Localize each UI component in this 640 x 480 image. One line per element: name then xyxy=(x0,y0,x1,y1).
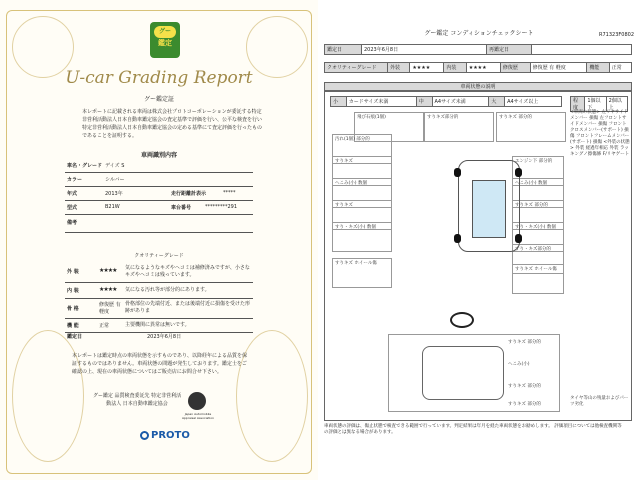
grading-certificate xyxy=(0,0,318,480)
steering-wheel-icon xyxy=(450,312,474,328)
logo-badge: グー xyxy=(154,26,176,38)
damage-label: すり・キズ(小) 数個 xyxy=(515,225,556,230)
func-value: 正常 xyxy=(609,63,631,73)
proto-text: PROTO xyxy=(151,430,190,441)
quality-table xyxy=(324,62,632,73)
footer-organization: グー鑑定 品質検査委託先 特定非営利活動法人 日本自動車鑑定協会 xyxy=(92,393,182,407)
grade-stars: ★★★★ xyxy=(99,267,117,274)
grade-label: 外 装 xyxy=(67,269,79,275)
int-stars: ★★★★ xyxy=(466,63,500,73)
remarks-text: <車両の状態> 左リヤサイドメンバー 損傷 左フロントサイドメンバー 損傷 フロントクロスメンバー(サポート) 損傷 フロントフレームメンバー(サポート) 損傷 <外装の状態> 外装 経過年相応 外装 ラッキングノ擦傷修 F/リヤゲート xyxy=(570,110,630,157)
row-value: 2013年 xyxy=(105,191,123,197)
row-label: カラー xyxy=(67,177,83,183)
row-remarks xyxy=(65,214,253,233)
row-value: *********291 xyxy=(205,204,238,210)
damage-label: すりキズ 部分的 xyxy=(508,340,541,345)
report-title: U-car Grading Report xyxy=(65,68,253,88)
grade-desc: 気になるようなキズやヘコミは補修済みですが、小さなキズやヘコミは残っています。 xyxy=(125,265,250,278)
grade-desc: 主要機関に異常は無いです。 xyxy=(125,322,190,328)
car-glass xyxy=(472,180,506,238)
damage-label: すり・キズ(小) 数個 xyxy=(335,225,376,230)
damage-label: すりキズ 部分的 xyxy=(499,115,532,120)
damage-label: 汚れ(1個) 部分的 xyxy=(335,137,370,142)
inspection-date: 2023年6月8日 xyxy=(147,334,182,340)
sheet-disclaimer: 車両状態の評価は、傷止状態で検査できる範囲で行っています。判定結果は年月を経た車両状態をお勧めします。 評価項目については他検査機関等の評価とは異なる場合があります。 xyxy=(324,424,622,435)
degree-2: 2個以上 xyxy=(606,97,627,112)
size-large-desc: A4サイズ以上 xyxy=(505,97,562,107)
condition-check-sheet xyxy=(318,0,640,480)
proto-circle-icon xyxy=(140,431,149,440)
row-label: 走行距離計表示 xyxy=(171,191,207,197)
flourish-ornament xyxy=(236,330,308,462)
row-color xyxy=(65,172,253,187)
degree-1: 1個以下 xyxy=(585,97,606,112)
damage-label: すりキズ 部分的 xyxy=(508,384,541,389)
grade-exterior xyxy=(65,262,253,283)
damage-label: へこみ(小) 数個 xyxy=(335,181,367,186)
row-value: シルバー xyxy=(105,177,125,183)
wheel-icon xyxy=(515,234,522,243)
row-label: 備考 xyxy=(67,220,78,226)
degree-label: 程度 xyxy=(571,97,585,112)
grade-label: 機 能 xyxy=(67,323,79,329)
row-value: ***** xyxy=(223,190,236,196)
damage-label: すりキズ 部分的 xyxy=(515,203,548,208)
ext-label: 外装 xyxy=(388,63,410,73)
grade-function xyxy=(65,318,253,333)
frame-label: 修復歴 xyxy=(500,63,530,73)
damage-label: すりキズ部分的 xyxy=(427,115,459,120)
jaaa-logo-icon xyxy=(188,392,206,410)
row-model xyxy=(65,158,253,173)
date-table xyxy=(324,44,632,55)
sheet-header: グー鑑定 コンディションチェックシート xyxy=(424,30,534,37)
size-medium-desc: A4サイズ未満 xyxy=(432,97,489,107)
damage-label: へこみ(小) xyxy=(508,362,530,367)
grade-stars: ★★★★ xyxy=(99,286,117,293)
certificate-note: 本レポートは鑑定時点の車両状態を示すものであり、以降経年による品質を保証するものではありません。車両状態の問題が発生しております。鑑定士をご確認の上、現在の車両状態についてはご販売店にお問合せ下さい。 xyxy=(72,353,248,375)
proto-logo xyxy=(140,430,190,441)
quality-grade-label: クオリティーグレード xyxy=(134,253,184,259)
certificate-paragraph: 本レポートに記載される車両は株式会社プロトコーポレーションが委託する特定非営利活動法人日本自動車鑑定協会の査定基準で評価を行い、公平な検査を行い特定非営利活動法人日本自動車鑑定協会の定める基準にて査定評価を行ったものであることを証明する。 xyxy=(82,109,263,139)
vehicle-state-title: 車両状態の説明 xyxy=(324,82,632,91)
grade-interior xyxy=(65,282,253,299)
damage-label: すりキズ ホイール傷 xyxy=(515,267,557,272)
row-value: B21W xyxy=(105,204,120,210)
interior-seats xyxy=(422,346,504,400)
date-label: 鑑定日 xyxy=(325,45,362,55)
quality-label: クオリティーグレード xyxy=(325,63,388,73)
date-value: 2023年6月8日 xyxy=(362,45,487,55)
size-medium: 中 xyxy=(416,97,432,107)
jaaa-text: Japan Automobile Appraisal Association xyxy=(181,412,215,420)
grade-value: 修復歴 有 軽度 xyxy=(99,302,121,315)
damage-box xyxy=(424,112,494,142)
frame-value: 修復歴 有 軽度 xyxy=(530,63,587,73)
logo-text: 鑑定 xyxy=(158,39,172,47)
sheet-code: R71323F0802 xyxy=(599,32,634,38)
recheck-label: 再鑑定日 xyxy=(487,45,532,55)
flourish-ornament xyxy=(12,330,84,462)
damage-box xyxy=(496,112,566,142)
grade-value: 正常 xyxy=(99,323,110,329)
ext-stars: ★★★★ xyxy=(410,63,444,73)
damage-label: すりキズ ホイール傷 xyxy=(335,261,377,266)
damage-label: すり・キズ部分的 xyxy=(515,247,551,252)
vehicle-id-section-title: 車両識別内容 xyxy=(140,152,177,159)
row-type xyxy=(65,200,253,215)
damage-box xyxy=(332,222,392,252)
damage-label: 飛び石痕(1個) xyxy=(357,115,386,120)
wheel-icon xyxy=(454,234,461,243)
damage-box xyxy=(332,258,392,288)
row-value: デイズ S xyxy=(105,163,125,169)
size-small-desc: カードサイズ未満 xyxy=(346,97,416,107)
grade-desc: 気になる汚れ等が部分的にあります。 xyxy=(125,287,210,293)
grade-label: 内 装 xyxy=(67,288,79,294)
size-legend-table xyxy=(330,96,562,107)
inspection-date-row xyxy=(65,332,253,340)
size-small: 小 xyxy=(331,97,347,107)
report-subtitle: グー鑑定証 xyxy=(143,96,174,103)
row-year xyxy=(65,186,253,201)
int-label: 内装 xyxy=(444,63,466,73)
damage-label: へこみ(小) 数個 xyxy=(515,181,547,186)
size-large: 大 xyxy=(489,97,505,107)
damage-label: すりキズ xyxy=(335,203,353,208)
damage-box xyxy=(512,264,564,294)
grade-desc: 骨格部位の先端付近、または後端付近に損傷を受けた形跡がありま xyxy=(125,301,251,314)
grade-label: 骨 格 xyxy=(67,306,79,312)
row-label: 型式 xyxy=(67,205,78,211)
damage-label: すりキズ 部分的 xyxy=(508,402,541,407)
func-label: 機能 xyxy=(587,63,609,73)
damage-label: エンジン下 部分的 xyxy=(515,159,553,164)
date-label: 鑑定日 xyxy=(67,334,83,340)
recheck-value xyxy=(532,45,632,55)
wheel-icon xyxy=(515,168,522,177)
goo-kantei-logo xyxy=(150,22,180,58)
row-label: 車台番号 xyxy=(171,205,192,211)
tire-note: タイヤ等山の残量およびパーツ劣化 xyxy=(570,396,629,407)
row-label: 車名・グレード xyxy=(67,163,103,169)
wheel-icon xyxy=(454,168,461,177)
damage-label: すりキズ xyxy=(335,159,353,164)
row-label: 年式 xyxy=(67,191,78,197)
grade-frame xyxy=(65,298,253,319)
